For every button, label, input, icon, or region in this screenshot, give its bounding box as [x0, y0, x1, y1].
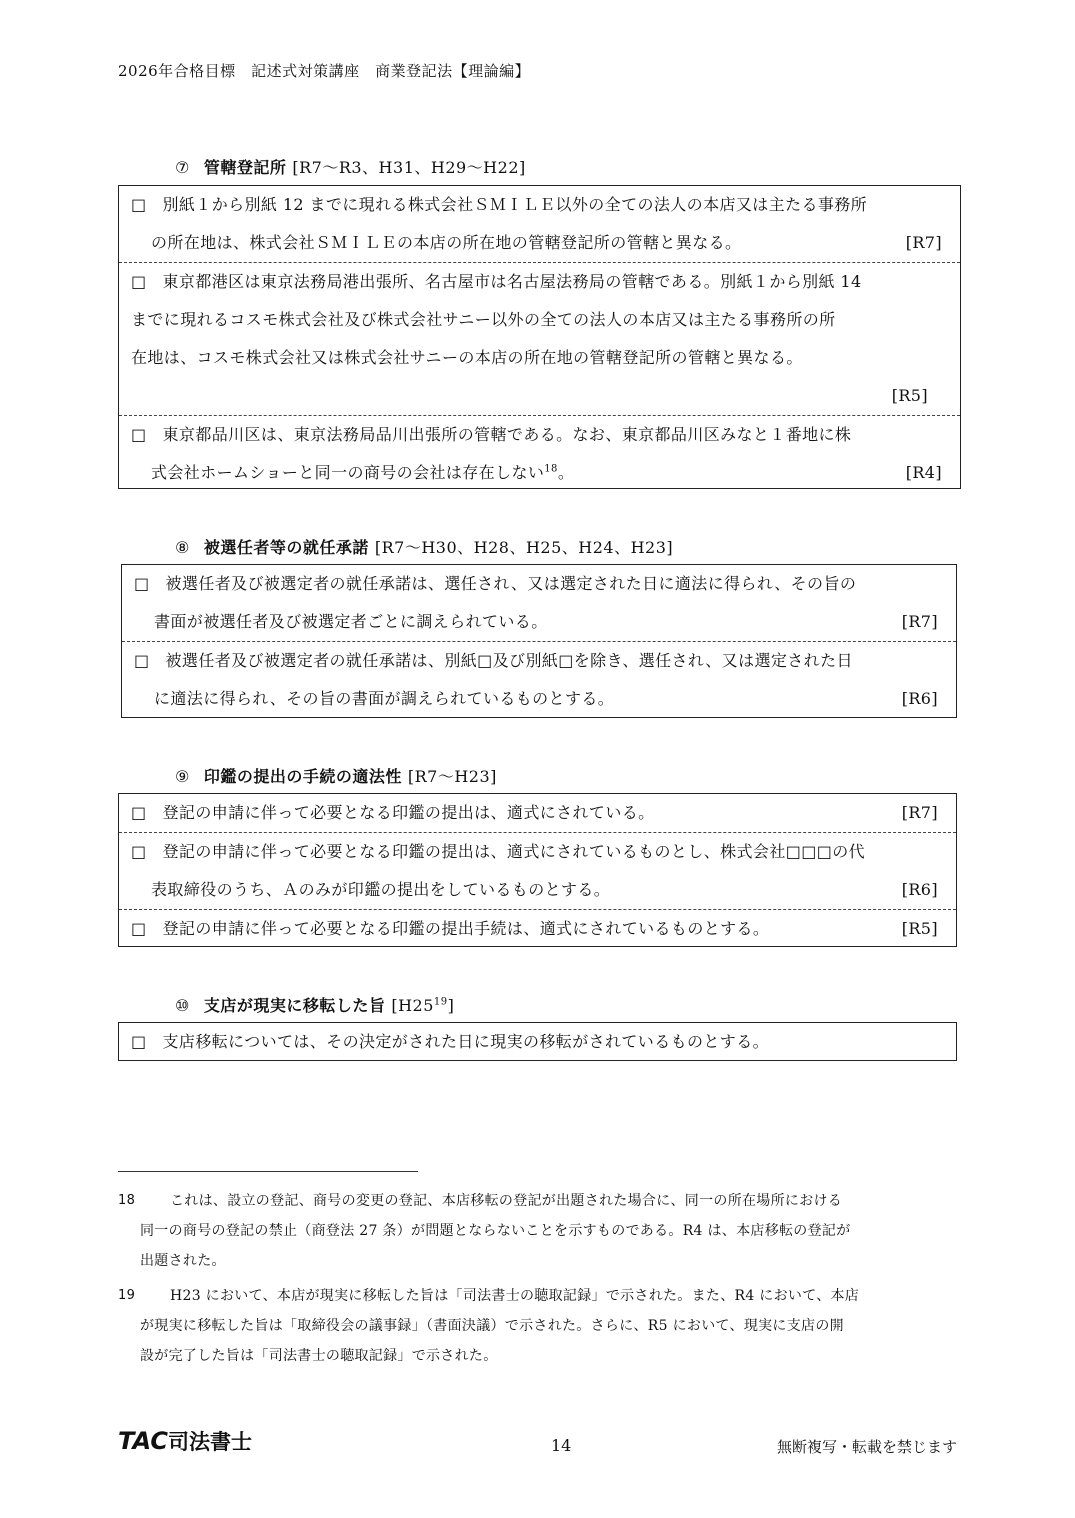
- item-text: 東京都品川区は、東京法務局品川出張所の管轄である。なお、東京都品川区みなと１番地に株: [162, 425, 852, 444]
- section-number: ⑧: [175, 538, 190, 557]
- section-name: 被選任者等の就任承諾: [203, 538, 369, 557]
- checklist-box-9: [118, 793, 957, 947]
- footnote-text: 出題された。: [140, 1253, 226, 1269]
- checklist-item: [119, 832, 956, 909]
- refs-suffix: ]: [447, 996, 455, 1015]
- running-header: 2026年合格目標 記述式対策講座 商業登記法【理論編】: [118, 62, 531, 80]
- footnote-18: [118, 1186, 956, 1276]
- year-ref: [R7]: [901, 612, 938, 631]
- item-text: 被選任者及び被選定者の就任承諾は、別紙□及び別紙□を除き、選任され、又は選定された日: [165, 651, 853, 670]
- item-text: 被選任者及び被選定者の就任承諾は、選任され、又は選定された日に適法に得られ、その旨の: [165, 574, 857, 593]
- checklist-item: [119, 262, 960, 415]
- year-ref: [R5]: [901, 919, 938, 938]
- checkbox[interactable]: □: [131, 803, 147, 822]
- year-ref: [R7]: [905, 233, 942, 252]
- year-ref: [R4]: [905, 463, 942, 482]
- checklist-box-10: [118, 1022, 957, 1061]
- section-title-10: [175, 993, 454, 1016]
- checklist-box-7: [118, 185, 961, 489]
- section-title-7: [175, 155, 526, 178]
- footnote-number: 18: [118, 1193, 136, 1208]
- checkbox[interactable]: □: [134, 574, 150, 593]
- item-text: 登記の申請に伴って必要となる印鑑の提出は、適式にされている。: [162, 803, 655, 822]
- checkbox[interactable]: □: [131, 195, 147, 214]
- checkbox[interactable]: □: [131, 272, 147, 291]
- footnote-19: [118, 1281, 956, 1371]
- checkbox[interactable]: □: [131, 842, 147, 861]
- checklist-item: [119, 415, 960, 492]
- item-text: 支店移転については、その決定がされた日に現実の移転がされているものとする。: [162, 1032, 770, 1051]
- section-number: ⑩: [175, 996, 190, 1015]
- year-ref: [R7]: [901, 803, 938, 822]
- section-name: 支店が現実に移転した旨: [203, 996, 386, 1015]
- logo-latin: TAC: [118, 1427, 168, 1455]
- section-refs: [R7～R3、H31、H29～H22]: [292, 158, 526, 177]
- footnote-text: H23 において、本店が現実に移転した旨は「司法書士の聴取記録」で示された。また、R4 において、本店: [170, 1288, 860, 1304]
- year-ref: [R6]: [901, 880, 938, 899]
- section-refs: [R7～H30、H28、H25、H24、H23]: [374, 538, 674, 557]
- year-ref: [R6]: [901, 689, 938, 708]
- checklist-item: [119, 909, 956, 948]
- section-name: 管轄登記所: [203, 158, 287, 177]
- checklist-item: [122, 565, 956, 641]
- footnote-text: 設が完了した旨は「司法書士の聴取記録」で示された。: [140, 1348, 498, 1364]
- footnote-number: 19: [118, 1288, 136, 1303]
- footnote-text: 同一の商号の登記の禁止（商登法 27 条）が問題とならないことを示すものである。R4 は、本店移転の登記が: [140, 1223, 851, 1239]
- section-refs: [391, 996, 454, 1015]
- section-title-8: [175, 535, 673, 558]
- item-text: 在地は、コスモ株式会社又は株式会社サニーの本店の所在地の管轄登記所の管轄と異なる。: [131, 348, 803, 367]
- footnote-ref[interactable]: 18: [544, 463, 558, 475]
- item-text: に適法に得られ、その旨の書面が調えられているものとする。: [154, 689, 615, 708]
- footnote-ref[interactable]: 19: [433, 996, 448, 1008]
- item-text: までに現れるコスモ株式会社及び株式会社サニー以外の全ての法人の本店又は主たる事務所の所: [131, 310, 836, 329]
- item-text: 別紙１から別紙 12 までに現れる株式会社ＳＭＩＬＥ以外の全ての法人の本店又は主たる事務所: [162, 195, 868, 214]
- section-name: 印鑑の提出の手続の適法性: [203, 767, 402, 786]
- item-text: 書面が被選任者及び被選定者ごとに調えられている。: [154, 612, 548, 631]
- footnote-divider: [118, 1171, 418, 1172]
- copyright-notice: 無断複写・転載を禁じます: [776, 1438, 957, 1456]
- section-refs: [R7～H23]: [407, 767, 497, 786]
- item-text: 表取締役のうち、Ａのみが印鑑の提出をしているものとする。: [151, 880, 611, 899]
- checkbox[interactable]: □: [131, 425, 147, 444]
- footnote-text: これは、設立の登記、商号の変更の登記、本店移転の登記が出題された場合に、同一の所在場所における: [170, 1193, 843, 1209]
- refs-prefix: [H25: [391, 996, 434, 1015]
- section-number: ⑨: [175, 767, 190, 786]
- year-ref: [R5]: [891, 386, 928, 405]
- item-text: の所在地は、株式会社ＳＭＩＬＥの本店の所在地の管轄登記所の管轄と異なる。: [151, 233, 742, 252]
- item-text: 東京都港区は東京法務局港出張所、名古屋市は名古屋法務局の管轄である。別紙１から別紙 14: [162, 272, 862, 291]
- checkbox[interactable]: □: [131, 1032, 147, 1051]
- item-text: 登記の申請に伴って必要となる印鑑の提出手続は、適式にされているものとする。: [162, 919, 770, 938]
- checklist-item: [119, 186, 960, 262]
- section-title-9: [175, 764, 497, 787]
- page-number: 14: [551, 1436, 572, 1455]
- footnote-text: が現実に移転した旨は「取締役会の議事録」（書面決議）で示された。さらに、R5 において、現実に支店の開: [140, 1318, 844, 1334]
- logo-jp: 司法書士: [167, 1430, 252, 1454]
- item-text: 式会社ホームショーと同一の商号の会社は存在しない: [151, 463, 545, 482]
- item-text: 登記の申請に伴って必要となる印鑑の提出は、適式にされているものとし、株式会社□□□の代: [162, 842, 866, 861]
- section-number: ⑦: [175, 158, 190, 177]
- checklist-item: [119, 794, 956, 832]
- item-text-end: 。: [557, 463, 575, 482]
- checklist-item: [119, 1023, 956, 1061]
- checklist-box-8: [121, 564, 957, 718]
- tac-logo: [118, 1426, 252, 1456]
- checkbox[interactable]: □: [134, 651, 150, 670]
- checkbox[interactable]: □: [131, 919, 147, 938]
- checklist-item: [122, 641, 956, 718]
